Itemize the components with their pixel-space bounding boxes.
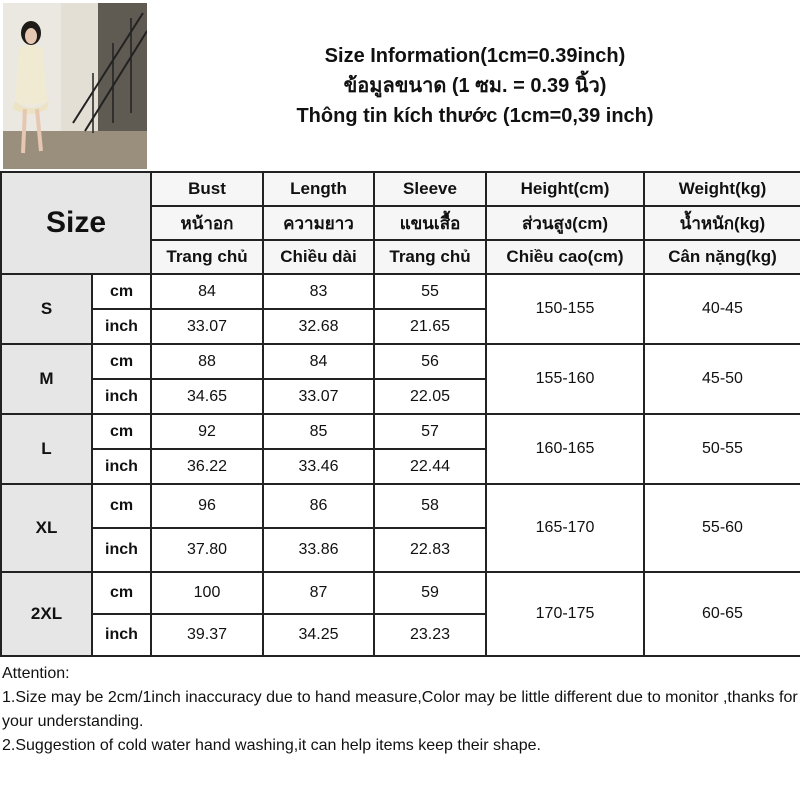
length-cm: 86 — [263, 484, 374, 528]
product-photo — [3, 3, 147, 169]
model-image — [3, 3, 147, 169]
weight-range: 45-50 — [644, 344, 800, 414]
table-row — [1, 274, 800, 309]
length-inch: 33.86 — [263, 528, 374, 572]
header-title-vi: Thông tin kích thước (1cm=0,39 inch) — [296, 104, 654, 127]
weight-header-vi: Cân nặng(kg) — [644, 240, 800, 274]
weight-range: 60-65 — [644, 572, 800, 656]
table-row — [1, 572, 800, 614]
bust-inch: 39.37 — [151, 614, 263, 656]
attention-note-2: 2.Suggestion of cold water hand washing,it can help items keep their shape. — [2, 737, 541, 754]
attention-note-1: 1.Size may be 2cm/1inch inaccuracy due to hand measure,Color may be little different due to monitor ,thanks for your understanding. — [2, 689, 798, 730]
weight-range: 40-45 — [644, 274, 800, 344]
size-label: M — [1, 344, 92, 414]
height-range: 160-165 — [486, 414, 644, 484]
sleeve-cm: 58 — [374, 484, 486, 528]
unit-inch: inch — [92, 528, 151, 572]
length-cm: 83 — [263, 274, 374, 309]
size-label: S — [1, 274, 92, 344]
length-inch: 33.46 — [263, 449, 374, 484]
height-range: 165-170 — [486, 484, 644, 572]
sleeve-cm: 57 — [374, 414, 486, 449]
length-inch: 33.07 — [263, 379, 374, 414]
bust-inch: 33.07 — [151, 309, 263, 344]
size-information-header — [150, 0, 800, 171]
attention-notes — [2, 662, 798, 758]
unit-inch: inch — [92, 449, 151, 484]
size-table — [0, 171, 800, 657]
size-label: L — [1, 414, 92, 484]
header-title-th: ข้อมูลขนาด (1 ซม. = 0.39 นิ้ว) — [343, 74, 607, 97]
height-range: 170-175 — [486, 572, 644, 656]
length-header: Length — [263, 172, 374, 206]
bust-inch: 37.80 — [151, 528, 263, 572]
sleeve-inch: 22.44 — [374, 449, 486, 484]
size-label: 2XL — [1, 572, 92, 656]
sleeve-header-vi: Trang chủ — [374, 240, 486, 274]
weight-range: 55-60 — [644, 484, 800, 572]
table-row — [1, 344, 800, 379]
height-header-vi: Chiều cao(cm) — [486, 240, 644, 274]
table-row — [1, 414, 800, 449]
length-header-vi: Chiều dài — [263, 240, 374, 274]
size-column-title: Size — [1, 172, 151, 274]
table-row — [1, 484, 800, 528]
length-inch: 32.68 — [263, 309, 374, 344]
sleeve-header: Sleeve — [374, 172, 486, 206]
bust-inch: 36.22 — [151, 449, 263, 484]
sleeve-cm: 56 — [374, 344, 486, 379]
sleeve-inch: 23.23 — [374, 614, 486, 656]
bust-cm: 88 — [151, 344, 263, 379]
sleeve-inch: 22.83 — [374, 528, 486, 572]
bust-cm: 100 — [151, 572, 263, 614]
bust-inch: 34.65 — [151, 379, 263, 414]
sleeve-inch: 22.05 — [374, 379, 486, 414]
unit-inch: inch — [92, 309, 151, 344]
unit-inch: inch — [92, 614, 151, 656]
unit-cm: cm — [92, 484, 151, 528]
unit-inch: inch — [92, 379, 151, 414]
unit-cm: cm — [92, 274, 151, 309]
length-cm: 87 — [263, 572, 374, 614]
bust-cm: 96 — [151, 484, 263, 528]
sleeve-header-th: แขนเสื้อ — [374, 206, 486, 240]
unit-cm: cm — [92, 344, 151, 379]
unit-cm: cm — [92, 414, 151, 449]
height-range: 150-155 — [486, 274, 644, 344]
weight-range: 50-55 — [644, 414, 800, 484]
length-header-th: ความยาว — [263, 206, 374, 240]
header-row-en — [1, 172, 800, 206]
bust-cm: 84 — [151, 274, 263, 309]
bust-header-vi: Trang chủ — [151, 240, 263, 274]
height-range: 155-160 — [486, 344, 644, 414]
bust-header: Bust — [151, 172, 263, 206]
attention-title: Attention: — [2, 665, 70, 682]
length-cm: 85 — [263, 414, 374, 449]
length-inch: 34.25 — [263, 614, 374, 656]
unit-cm: cm — [92, 572, 151, 614]
weight-header: Weight(kg) — [644, 172, 800, 206]
sleeve-cm: 55 — [374, 274, 486, 309]
size-label: XL — [1, 484, 92, 572]
bust-cm: 92 — [151, 414, 263, 449]
length-cm: 84 — [263, 344, 374, 379]
height-header: Height(cm) — [486, 172, 644, 206]
header-title-en: Size Information(1cm=0.39inch) — [324, 44, 626, 67]
weight-header-th: น้ำหนัก(kg) — [644, 206, 800, 240]
bust-header-th: หน้าอก — [151, 206, 263, 240]
height-header-th: ส่วนสูง(cm) — [486, 206, 644, 240]
sleeve-cm: 59 — [374, 572, 486, 614]
sleeve-inch: 21.65 — [374, 309, 486, 344]
